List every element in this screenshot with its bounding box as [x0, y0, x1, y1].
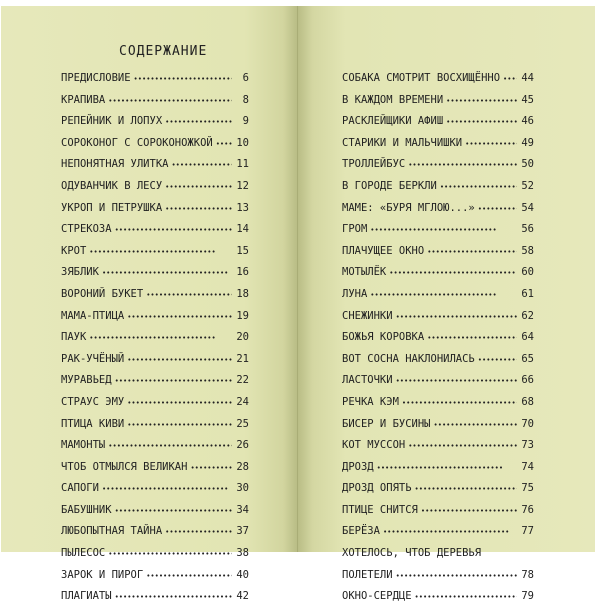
- toc-entry-page-number: 45: [521, 93, 534, 106]
- dot-leader: [396, 565, 517, 588]
- toc-entry: [61, 241, 249, 263]
- toc-entry-page-number: 10: [236, 136, 249, 149]
- toc-entry: [61, 133, 249, 155]
- toc-entry-page-number: 6: [242, 72, 249, 84]
- dot-leader: [465, 133, 517, 156]
- toc-entry: [342, 284, 534, 306]
- toc-entry: [61, 284, 249, 306]
- toc-entry: [342, 198, 534, 220]
- toc-entry-page-number: 24: [236, 395, 249, 408]
- toc-entry: [61, 154, 249, 176]
- toc-entry-title: РЕЧКА КЭМ: [342, 395, 399, 408]
- right-page: [298, 6, 595, 603]
- toc-entry-title: БОЖЬЯ КОРОВКА: [342, 331, 425, 344]
- toc-entry-title: КРАПИВА: [61, 93, 106, 106]
- toc-entry: [61, 521, 249, 543]
- toc-entry-page-number: 49: [521, 136, 534, 149]
- contents-heading: СОДЕРЖАНИЕ: [119, 44, 208, 59]
- toc-entry: [61, 176, 249, 198]
- dot-leader: [408, 435, 517, 458]
- dot-leader: [216, 133, 232, 156]
- dot-leader: [127, 392, 232, 415]
- toc-entry: [342, 457, 534, 479]
- toc-entry-page-number: 70: [521, 417, 534, 430]
- toc-entry-title: ГРОМ: [342, 223, 368, 236]
- toc-entry-title: ВОТ СОСНА НАКЛОНИЛАСЬ: [342, 352, 475, 365]
- toc-entry-title: МАМА-ПТИЦА: [61, 309, 125, 322]
- toc-entry-page-number: 78: [521, 568, 534, 581]
- toc-entry-title: ПЫЛЕСОС: [61, 547, 106, 560]
- dot-leader: [434, 414, 517, 437]
- toc-entry-title: КРОТ: [61, 244, 87, 257]
- toc-entry-title: ВОРОНИЙ БУКЕТ: [61, 287, 144, 300]
- dot-leader: [165, 198, 232, 221]
- toc-entry-page-number: 73: [521, 439, 534, 452]
- dot-leader: [402, 392, 517, 415]
- toc-entry-title: ТРОЛЛЕЙБУС: [342, 158, 406, 171]
- toc-entry-page-number: 40: [236, 568, 249, 581]
- dot-leader: [108, 543, 232, 566]
- toc-entry: [61, 262, 249, 284]
- toc-entry-title: СНЕЖИНКИ: [342, 309, 393, 322]
- toc-entry-title: ЧТОБ ОТМЫЛСЯ ВЕЛИКАН: [61, 460, 188, 473]
- toc-entry: [61, 219, 249, 241]
- toc-entry-page-number: 13: [236, 201, 249, 214]
- toc-entry-page-number: 9: [242, 115, 249, 128]
- dot-leader: [427, 327, 517, 350]
- toc-entry-title: ПРЕДИСЛОВИЕ: [61, 72, 131, 84]
- toc-entry-page-number: 26: [236, 439, 249, 452]
- dot-leader: [127, 414, 232, 437]
- toc-entry: [61, 478, 249, 500]
- toc-entry-page-number: 15: [236, 244, 249, 257]
- dot-leader: [478, 349, 517, 372]
- toc-entry-page-number: 30: [236, 482, 249, 495]
- dot-leader: [377, 457, 517, 480]
- dot-leader: [478, 198, 517, 221]
- dot-leader: [127, 306, 232, 329]
- toc-entry-title: МУРАВЬЕД: [61, 374, 112, 387]
- toc-entry-page-number: 64: [521, 331, 534, 344]
- dot-leader: [165, 176, 232, 199]
- toc-entry: [342, 414, 534, 436]
- toc-entry-title: БЕРЁЗА: [342, 525, 380, 538]
- toc-entry-title: НЕПОНЯТНАЯ УЛИТКА: [61, 158, 169, 171]
- dot-leader: [89, 241, 232, 264]
- toc-entry-page-number: 11: [236, 158, 249, 171]
- toc-entry: [342, 478, 534, 500]
- dot-leader: [115, 586, 232, 609]
- toc-entry-title: СТАРИКИ И МАЛЬЧИШКИ: [342, 136, 463, 149]
- toc-entry: [342, 543, 534, 565]
- dot-leader: [440, 176, 517, 199]
- toc-entry-page-number: 44: [521, 72, 534, 84]
- toc-entry-title: МАМЕ: «БУРЯ МГЛОЮ...»: [342, 201, 475, 214]
- toc-entry-page-number: 14: [236, 223, 249, 236]
- toc-entry-title: ПОЛЕТЕЛИ: [342, 568, 393, 581]
- toc-entry-title: ЛУНА: [342, 287, 368, 300]
- toc-entry-page-number: 21: [236, 352, 249, 365]
- toc-entry-title: РАСКЛЕЙЩИКИ АФИШ: [342, 115, 444, 128]
- toc-entry-title: ЛАСТОЧКИ: [342, 374, 393, 387]
- toc-entry-title: ПТИЦА КИВИ: [61, 417, 125, 430]
- toc-entry-page-number: 54: [521, 201, 534, 214]
- toc-entry: [61, 543, 249, 565]
- toc-entry: [342, 435, 534, 457]
- dot-leader: [102, 478, 232, 501]
- toc-entry-page-number: 56: [521, 223, 534, 236]
- dot-leader: [108, 90, 232, 113]
- toc-entry-page-number: 61: [521, 287, 534, 300]
- toc-entry-title: ДРОЗД: [342, 460, 374, 473]
- dot-leader: [415, 478, 517, 501]
- dot-leader: [370, 284, 517, 307]
- toc-entry-page-number: 50: [521, 158, 534, 171]
- toc-entry-page-number: 74: [521, 460, 534, 473]
- toc-entry-title: СТРАУС ЭМУ: [61, 395, 125, 408]
- toc-entry: [342, 133, 534, 155]
- toc-entry-page-number: 20: [236, 331, 249, 344]
- toc-entry-page-number: 66: [521, 374, 534, 387]
- toc-entry: [342, 111, 534, 133]
- dot-leader: [370, 219, 517, 242]
- toc-entry-title: ЗАРОК И ПИРОГ: [61, 568, 144, 581]
- toc-entry-page-number: 52: [521, 179, 534, 192]
- toc-entry-title: ХОТЕЛОСЬ, ЧТОБ ДЕРЕВЬЯ: [342, 547, 482, 560]
- toc-entry-page-number: 68: [521, 395, 534, 408]
- toc-entry-title: ОКНО-СЕРДЦЕ: [342, 590, 412, 603]
- dot-leader: [146, 565, 232, 588]
- toc-entry-page-number: 22: [236, 374, 249, 387]
- toc-entry: [61, 306, 249, 328]
- dot-leader: [415, 586, 517, 609]
- dot-leader: [127, 349, 232, 372]
- toc-entry: [342, 241, 534, 263]
- dot-leader: [89, 327, 232, 350]
- toc-entry-page-number: 16: [236, 266, 249, 279]
- toc-entry-title: СОБАКА СМОТРИТ ВОСХИЩЁННО: [342, 72, 501, 84]
- toc-entry-page-number: 46: [521, 115, 534, 128]
- toc-entry-title: ОДУВАНЧИК В ЛЕСУ: [61, 179, 163, 192]
- toc-entry: [61, 414, 249, 436]
- toc-entry-page-number: 28: [236, 460, 249, 473]
- toc-entry-title: ЗЯБЛИК: [61, 266, 99, 279]
- toc-entry-page-number: 42: [236, 590, 249, 603]
- dot-leader: [171, 154, 232, 177]
- toc-entry-title: МОТЫЛЁК: [342, 266, 387, 279]
- toc-entry-page-number: 60: [521, 266, 534, 279]
- toc-entry-title: СОРОКОНОГ С СОРОКОНОЖКОЙ: [61, 136, 213, 149]
- toc-entry-title: РЕПЕЙНИК И ЛОПУХ: [61, 115, 163, 128]
- toc-entry-title: СТРЕКОЗА: [61, 223, 112, 236]
- toc-entry-page-number: 77: [521, 525, 534, 538]
- toc-entry: [342, 154, 534, 176]
- dot-leader: [408, 154, 517, 177]
- toc-entry: [342, 586, 534, 608]
- toc-entry-page-number: 79: [521, 590, 534, 603]
- dot-leader: [190, 457, 232, 480]
- dot-leader: [134, 68, 232, 91]
- toc-entry: [342, 370, 534, 392]
- toc-entry: [61, 90, 249, 112]
- toc-entry: [342, 176, 534, 198]
- dot-leader: [115, 370, 232, 393]
- toc-entry: [61, 327, 249, 349]
- toc-entry-page-number: 38: [236, 547, 249, 560]
- toc-entry-page-number: 12: [236, 179, 249, 192]
- toc-entry: [342, 90, 534, 112]
- dot-leader: [389, 262, 517, 285]
- toc-entry-page-number: 76: [521, 503, 534, 516]
- dot-leader: [396, 370, 517, 393]
- toc-entry: [342, 68, 534, 90]
- toc-entry-title: ПАУК: [61, 331, 87, 344]
- toc-entry-page-number: 65: [521, 352, 534, 365]
- toc-entry: [61, 111, 249, 133]
- dot-leader: [115, 500, 232, 523]
- dot-leader: [383, 521, 517, 544]
- dot-leader: [108, 435, 232, 458]
- dot-leader: [115, 219, 232, 242]
- dot-leader: [165, 111, 232, 134]
- toc-entry-title: ЛЮБОПЫТНАЯ ТАЙНА: [61, 525, 163, 538]
- toc-entry: [342, 392, 534, 414]
- toc-entry: [61, 349, 249, 371]
- toc-entry: [61, 457, 249, 479]
- toc-list-right: [342, 68, 534, 608]
- toc-entry-page-number: 37: [236, 525, 249, 538]
- toc-entry: [61, 198, 249, 220]
- toc-entry: [61, 565, 249, 587]
- toc-entry: [342, 262, 534, 284]
- toc-entry: [342, 521, 534, 543]
- toc-entry: [61, 435, 249, 457]
- toc-entry-title: ПЛАГИАТЫ: [61, 590, 112, 603]
- toc-entry: [342, 349, 534, 371]
- toc-entry-title: В ГОРОДЕ БЕРКЛИ: [342, 179, 437, 192]
- toc-entry-title: ПТИЦЕ СНИТСЯ: [342, 503, 418, 516]
- toc-entry: [342, 219, 534, 241]
- toc-entry-page-number: 19: [236, 309, 249, 322]
- toc-entry: [342, 500, 534, 522]
- toc-entry: [61, 586, 249, 608]
- dot-leader: [146, 284, 232, 307]
- toc-entry: [342, 306, 534, 328]
- open-book: [1, 6, 595, 603]
- dot-leader: [427, 241, 517, 264]
- toc-entry-title: В КАЖДОМ ВРЕМЕНИ: [342, 93, 444, 106]
- toc-entry-page-number: 62: [521, 309, 534, 322]
- dot-leader: [165, 521, 232, 544]
- toc-entry-page-number: 8: [242, 93, 249, 106]
- toc-entry-title: БИСЕР И БУСИНЫ: [342, 417, 431, 430]
- toc-entry-title: КОТ МУССОН: [342, 439, 406, 452]
- toc-entry: [61, 68, 249, 90]
- toc-entry: [342, 565, 534, 587]
- dot-leader: [503, 68, 517, 91]
- toc-entry-title: ДРОЗД ОПЯТЬ: [342, 482, 412, 495]
- toc-entry-title: МАМОНТЫ: [61, 439, 106, 452]
- dot-leader: [421, 500, 517, 523]
- toc-entry-page-number: 18: [236, 287, 249, 300]
- toc-entry-title: САПОГИ: [61, 482, 99, 495]
- toc-entry-page-number: 34: [236, 503, 249, 516]
- dot-leader: [102, 262, 232, 285]
- dot-leader: [396, 306, 517, 329]
- toc-entry-title: ПЛАЧУЩЕЕ ОКНО: [342, 244, 425, 257]
- toc-entry-title: УКРОП И ПЕТРУШКА: [61, 201, 163, 214]
- dot-leader: [446, 111, 517, 134]
- toc-entry: [61, 500, 249, 522]
- toc-entry-page-number: 25: [236, 417, 249, 430]
- toc-entry-page-number: 58: [521, 244, 534, 257]
- toc-list-left: [61, 68, 249, 608]
- toc-entry: [61, 370, 249, 392]
- toc-entry-title: БАБУШНИК: [61, 503, 112, 516]
- toc-entry-title: РАК-УЧЁНЫЙ: [61, 352, 125, 365]
- toc-entry: [61, 392, 249, 414]
- toc-entry: [342, 327, 534, 349]
- toc-entry-page-number: 75: [521, 482, 534, 495]
- dot-leader: [446, 90, 517, 113]
- left-page: [1, 6, 298, 603]
